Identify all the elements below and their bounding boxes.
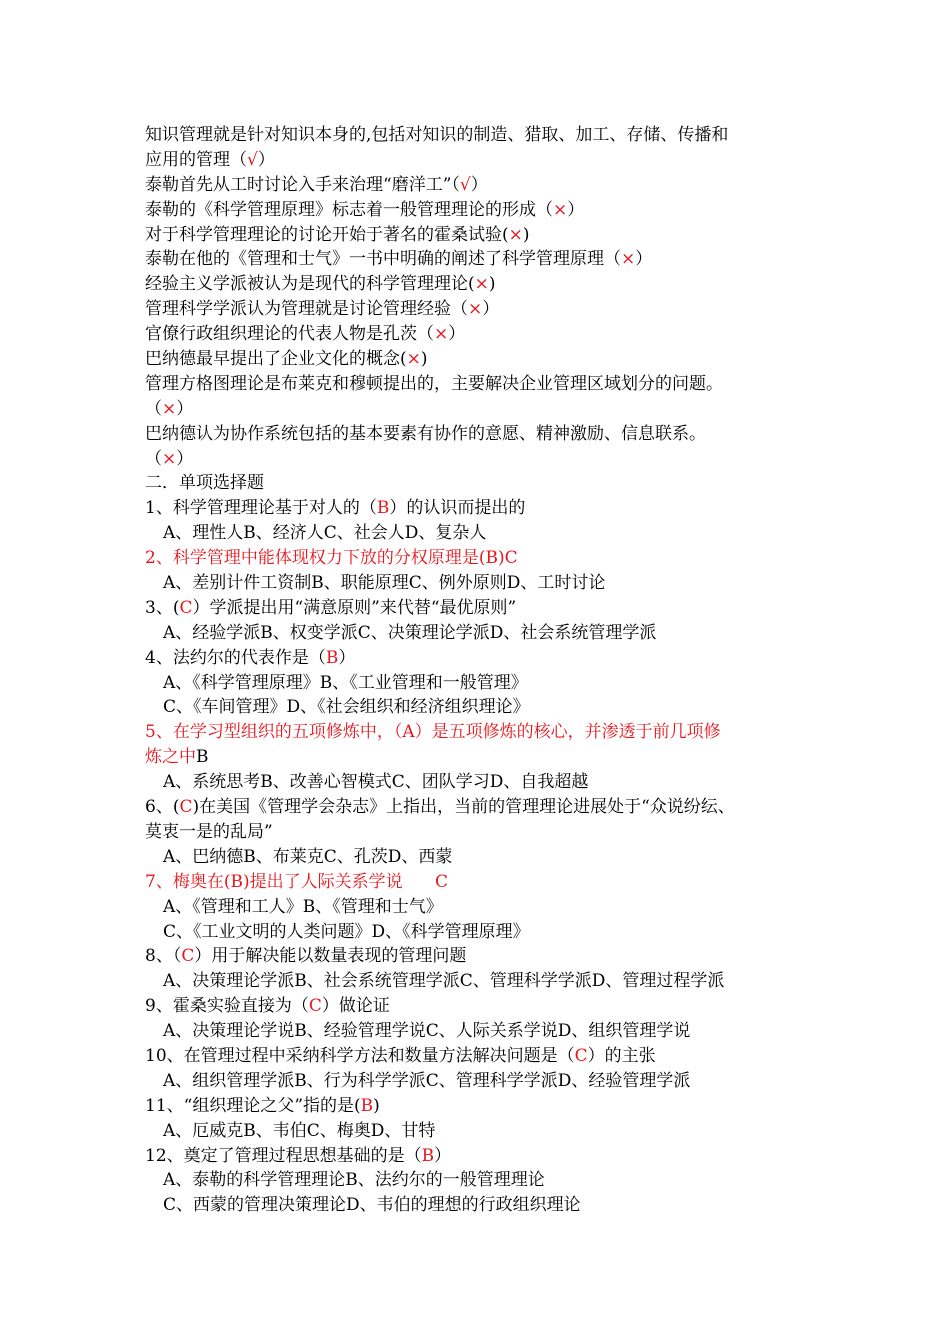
options-line: A、决策理论学派B、社会系统管理学派C、管理科学学派D、管理过程学派 (163, 971, 725, 992)
options-line: A、差别计件工资制B、职能原理C、例外原则D、工时讨论 (163, 573, 606, 594)
question-text: ） (434, 1145, 452, 1166)
judgment-mark: × (508, 224, 523, 245)
options-line: A、系统思考B、改善心智模式C、团队学习D、自我超越 (163, 772, 589, 793)
judgment-close: ） (257, 149, 275, 170)
answer-suffix: B (196, 747, 209, 768)
judgment-mark: √ (459, 174, 471, 195)
judgment-text: （ (145, 448, 162, 469)
judgment-mark: × (162, 448, 177, 469)
section-title: 二．单项选择题 (145, 473, 264, 494)
answer-letter: B (421, 1145, 435, 1166)
question-line (145, 1044, 825, 1069)
judgment-line (145, 297, 825, 322)
judgment-line (145, 198, 825, 223)
options-line: A、组织管理学派B、行为科学学派C、管理科学学派D、经验管理学派 (163, 1070, 691, 1091)
judgment-line (145, 223, 825, 248)
question-text: ）的认识而提出的 (389, 498, 526, 519)
judgment-close: ） (470, 174, 488, 195)
question-text: ）学派提出用“满意原则”来代替“最优原则” (192, 597, 517, 618)
judgment-mark: × (406, 349, 421, 370)
options-line: C、西蒙的管理决策理论D、韦伯的理想的行政组织理论 (163, 1195, 581, 1216)
answer-letter: C (179, 797, 193, 818)
question-line (145, 1144, 825, 1169)
judgment-text: （ (145, 398, 162, 419)
judgment-line (145, 272, 825, 297)
answer-letter: C (308, 996, 322, 1017)
question-text: 9、霍桑实验直接为（ (145, 996, 309, 1017)
answer-letter: C (574, 1045, 588, 1066)
judgment-line (145, 247, 825, 272)
question-text: 1、科学管理理论基于对人的（ (145, 498, 377, 519)
judgment-text: 泰勒的《科学管理原理》标志着一般管理理论的形成（ (145, 199, 553, 220)
judgment-mark: × (162, 398, 177, 419)
question-line: 莫衷一是的乱局” (145, 821, 273, 842)
document-content (145, 123, 825, 1218)
judgment-close: ） (482, 299, 500, 320)
question-line (145, 646, 825, 671)
question-line (145, 795, 825, 820)
judgment-close: ） (176, 398, 194, 419)
judgment-text: 巴纳德最早提出了企业文化的概念( (145, 349, 407, 370)
judgment-close: ） (635, 249, 653, 270)
judgment-line (145, 173, 825, 198)
judgment-mark: × (621, 249, 636, 270)
question-line (145, 944, 825, 969)
judgment-mark: √ (247, 149, 258, 170)
judgment-text: 泰勒在他的《管理和士气》一书中明确的阐述了科学管理原理（ (145, 249, 621, 270)
answer-letter: B (325, 647, 339, 668)
question-line (145, 1094, 825, 1119)
question-text: ）做论证 (321, 996, 390, 1017)
question-text: 10、在管理过程中采纳科学方法和数量方法解决问题是（ (145, 1045, 575, 1066)
question-line (145, 496, 825, 521)
judgment-line (145, 148, 825, 173)
judgment-text: 应用的管理（ (145, 149, 247, 170)
question-line (145, 596, 825, 621)
judgment-mark: × (474, 274, 489, 295)
options-line: A、理性人B、经济人C、社会人D、复杂人 (163, 523, 487, 544)
question-text: 12、奠定了管理过程思想基础的是（ (145, 1145, 422, 1166)
question-text: ) (373, 1095, 380, 1116)
judgment-text: 经验主义学派被认为是现代的科学管理理论( (145, 274, 475, 295)
judgment-line (145, 397, 825, 422)
question-text: 8、（ (145, 946, 182, 967)
judgment-text: 官僚行政组织理论的代表人物是孔茨（ (145, 324, 434, 345)
judgment-line (145, 322, 825, 347)
judgment-line: 管理方格图理论是布莱克和穆顿提出的，主要解决企业管理区域划分的问题。 (145, 373, 723, 394)
options-line: A、决策理论学说B、经验管理学说C、人际关系学说D、组织管理学说 (163, 1021, 691, 1042)
judgment-text: 管理科学学派认为管理就是讨论管理经验（ (145, 299, 468, 320)
answer-letter: B (360, 1095, 374, 1116)
judgment-close: ) (420, 349, 428, 370)
options-line: A、厄威克B、韦伯C、梅奥D、甘特 (163, 1120, 436, 1141)
question-line (145, 745, 825, 770)
question-text: ）用于解决能以数量表现的管理问题 (194, 946, 467, 967)
judgment-close: ） (448, 324, 466, 345)
judgment-mark: × (434, 324, 449, 345)
question-text: ） (338, 647, 356, 668)
judgment-line: 知识管理就是针对知识本身的,包括对知识的制造、猎取、加工、存储、传播和 (145, 125, 729, 145)
question-text: 11、“组织理论之父”指的是( (145, 1095, 361, 1116)
judgment-close: ） (176, 448, 194, 469)
answer-letter: C (181, 946, 195, 967)
options-line: C、《工业文明的人类问题》D、《科学管理原理》 (163, 921, 530, 942)
judgment-text: 对于科学管理理论的讨论开始于著名的霍桑试验( (145, 224, 509, 245)
options-line: A、经验学派B、权变学派C、决策理论学派D、社会系统管理学派 (163, 622, 657, 643)
question-text: 炼之中 (145, 747, 196, 768)
question-line: 5、在学习型组织的五项修炼中，（A）是五项修炼的核心，并渗透于前几项修 (145, 722, 721, 743)
question-text: 3、( (145, 597, 180, 618)
judgment-line (145, 447, 825, 472)
options-line: A、泰勒的科学管理理论B、法约尔的一般管理理论 (163, 1170, 545, 1191)
question-line: 7、梅奥在(B)提出了人际关系学说 C (145, 871, 449, 892)
question-text: ）的主张 (587, 1045, 656, 1066)
judgment-text: 泰勒首先从工时讨论入手来治理“磨洋工”（ (145, 174, 460, 195)
question-line (145, 994, 825, 1019)
options-line: A、《管理和工人》B、《管理和士气》 (163, 896, 443, 917)
options-line: A、巴纳德B、布莱克C、孔茨D、西蒙 (163, 846, 453, 867)
question-text: 4、法约尔的代表作是（ (145, 647, 326, 668)
judgment-mark: × (553, 199, 568, 220)
answer-letter: C (179, 597, 193, 618)
judgment-line: 巴纳德认为协作系统包括的基本要素有协作的意愿、精神激励、信息联系。 (145, 423, 706, 444)
judgment-line (145, 347, 825, 372)
question-text: )在美国《管理学会杂志》上指出，当前的管理理论进展处于“众说纷纭、 (192, 797, 735, 818)
question-line: 2、科学管理中能体现权力下放的分权原理是(B)C (145, 548, 518, 569)
question-text: 6、( (145, 797, 180, 818)
judgment-mark: × (468, 299, 483, 320)
judgment-close: ） (567, 199, 585, 220)
judgment-close: ) (488, 274, 496, 295)
options-line: A、《科学管理原理》B、《工业管理和一般管理》 (163, 672, 528, 693)
judgment-close: ) (522, 224, 530, 245)
answer-letter: B (376, 498, 390, 519)
options-line: C、《车间管理》D、《社会组织和经济组织理论》 (163, 697, 530, 718)
